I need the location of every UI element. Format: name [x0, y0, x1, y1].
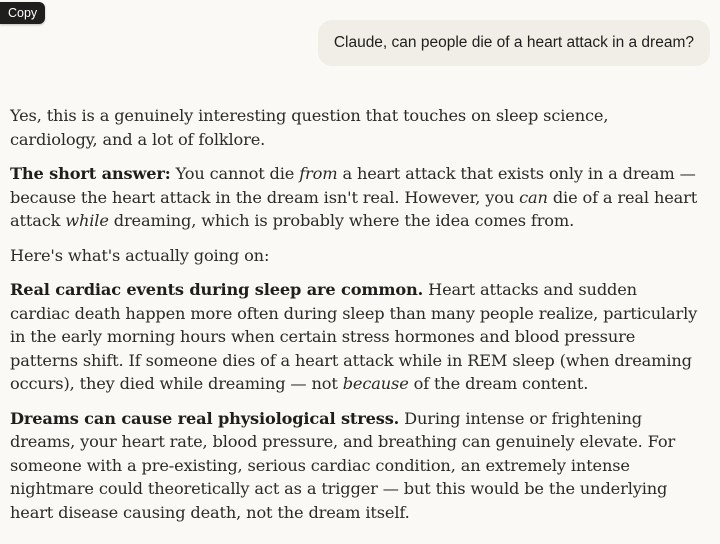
user-message-text: Claude, can people die of a heart attack in a dream? — [333, 34, 694, 51]
cardiac-events-heading: Real cardiac events during sleep are common. — [10, 280, 424, 299]
physiological-stress-heading: Dreams can cause real physiological stress. — [10, 408, 400, 428]
text-run: During intense or frightening dreams, your heart rate, blood pressure, and breathing can genuinely elevate. For someone with a pre-existing, serious cardiac condition, an extremely intense nightmare could theoretically act as a trigger — but this would be the underlying heart disease causing death, not the dream itself. — [10, 408, 676, 522]
response-paragraph-short-answer — [10, 162, 700, 233]
text-run: of the dream content. — [408, 374, 589, 393]
emphasis-run: can — [519, 187, 548, 207]
copy-tooltip: Copy — [0, 2, 45, 24]
short-answer-heading: The short answer: — [10, 164, 171, 183]
emphasis-run: while — [65, 211, 109, 230]
text-run: You cannot die — [170, 164, 300, 183]
response-paragraph-cardiac-events — [10, 278, 700, 396]
user-message-bubble — [318, 20, 710, 66]
text-run: dreaming, which is probably where the idea comes from. — [108, 211, 575, 230]
response-paragraph-transition: Here's what's actually going on: — [10, 245, 270, 265]
emphasis-run: from — [299, 164, 338, 183]
assistant-response — [10, 104, 700, 535]
emphasis-run: because — [342, 374, 409, 393]
response-paragraph-physiological-stress — [10, 407, 700, 525]
text-run: a heart attack that exists only in a dream — because the heart attack in the dream isn't real. However, you — [10, 164, 696, 207]
text-run: die of a real heart attack — [10, 187, 698, 230]
response-paragraph-intro: Yes, this is a genuinely interesting question that touches on sleep science, cardiology, and a lot of folklore. — [10, 106, 609, 149]
text-run: Heart attacks and sudden cardiac death happen more often during sleep than many people realize, particularly in the early morning hours when certain stress hormones and blood pressure patterns shift. If someone dies of a heart attack while in REM sleep (when dreaming occurs), they died while dreaming — not — [10, 280, 698, 393]
